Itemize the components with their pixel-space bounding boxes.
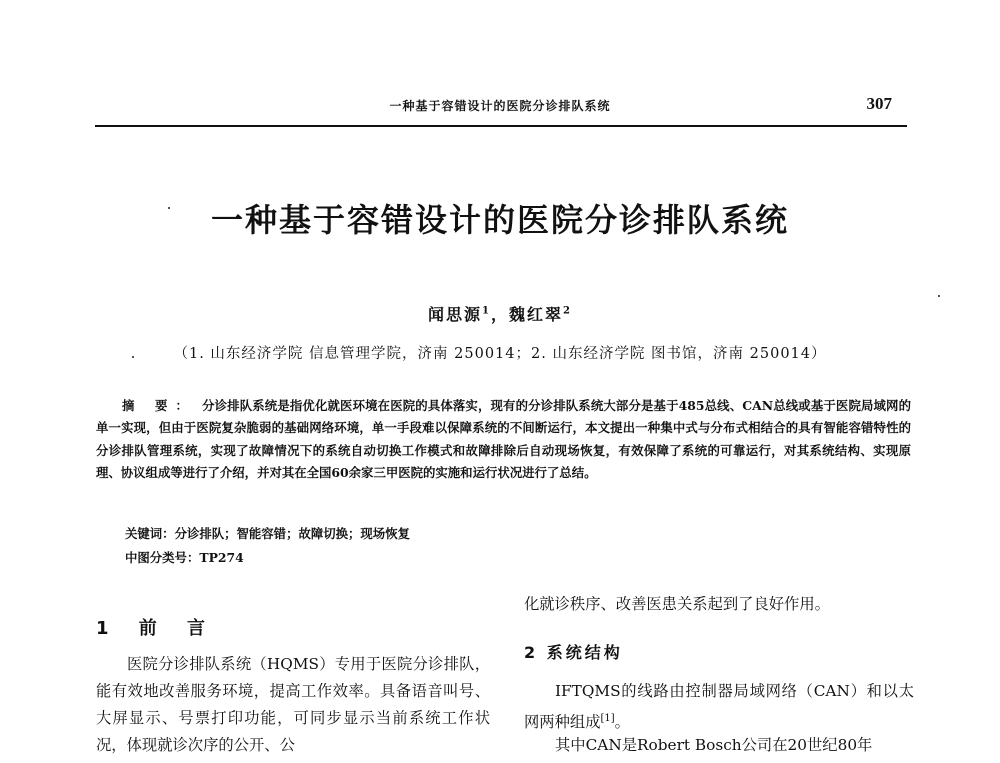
scan-speck (132, 356, 134, 358)
affiliation: （1. 山东经济学院 信息管理学院，济南 250014；2. 山东经济学院 图书馆，济南 250014） (173, 346, 827, 362)
continued-paragraph: 化就诊秩序、改善医患关系起到了良好作用。 (524, 595, 830, 613)
section-1-heading: 1 前 言 (96, 618, 218, 639)
page-number: 307 (866, 94, 892, 113)
author-line (0, 302, 1000, 325)
author-2-affil-mark: 2 (563, 305, 572, 317)
classification-label: 中图分类号： (125, 550, 200, 565)
paper-title: 一种基于容错设计的医院分诊排队系统 (210, 201, 789, 239)
keywords-text: 分诊排队；智能容错；故障切换；现场恢复 (174, 526, 410, 541)
author-2: 魏红翠 (509, 305, 564, 324)
citation-marker: [1] (600, 713, 615, 724)
header-divider (95, 125, 907, 127)
section-2-paragraph-2: 其中CAN是Robert Bosch公司在20世纪80年 (555, 736, 873, 754)
scan-speck (938, 295, 940, 297)
section-2-paragraph-1 (524, 678, 914, 736)
section-2-paragraph-1-end: 。 (614, 713, 630, 732)
author-1: 闻思源 (428, 305, 483, 324)
abstract (96, 395, 911, 484)
keywords (125, 524, 885, 542)
scan-speck (168, 207, 170, 209)
author-1-affil-mark: 1 (482, 305, 491, 317)
author-separator: ， (490, 305, 509, 324)
abstract-label: 摘 要： (122, 398, 197, 413)
section-2-paragraph-1-text: IFTQMS的线路由控制器局域网络（CAN）和以太网两种组成 (524, 682, 914, 732)
abstract-text: 分诊排队系统是指优化就医环境在医院的具体落实，现有的分诊排队系统大部分是基于485总线、CAN总线或基于医院局域网的单一实现，但由于医院复杂脆弱的基础网络环境，单一手段难以保障系统的不间断运行，本文提出一种集中式与分布式相结合的具有智能容错特性的分诊排队管理系统，实现了故障情况下的系统自动切换工作模式和故障排除后自动现场恢复，有效保障了系统的可靠运行，对其系统结构、实现原理、协议组成等进行了介绍，并对其在全国60余家三甲医院的实施和运行状况进行了总结。 (96, 398, 911, 480)
keywords-label: 关键词： (125, 526, 175, 541)
section-2-heading: 2 系统结构 (524, 643, 623, 662)
classification-number (125, 548, 885, 566)
classification-text: TP274 (199, 550, 244, 565)
running-title: 一种基于容错设计的医院分诊排队系统 (389, 99, 611, 113)
section-1-paragraph: 医院分诊排队系统（HQMS）专用于医院分诊排队，能有效地改善服务环境，提高工作效率。具备语音叫号、大屏显示、号票打印功能，可同步显示当前系统工作状况，体现就诊次序的公开、公 (96, 655, 490, 754)
